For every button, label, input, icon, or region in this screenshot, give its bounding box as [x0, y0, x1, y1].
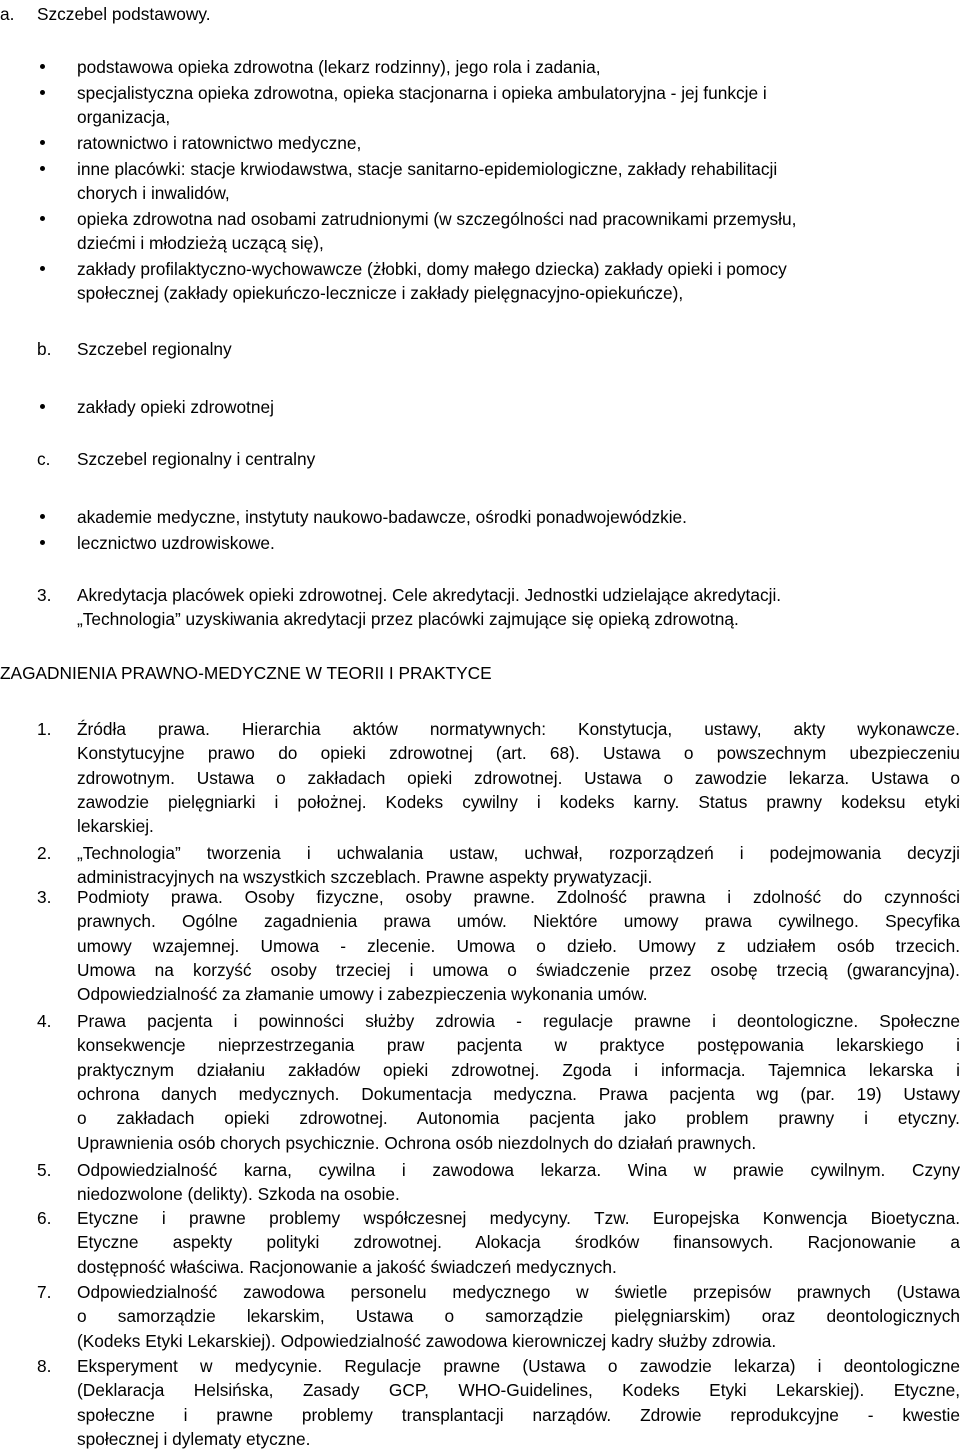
item-line: o samorządzie lekarskim, Ustawa o samorządzie pielęgniarskim) oraz deontologicznych [77, 1306, 960, 1327]
bullet-icon [40, 140, 45, 145]
item-number: 8. [37, 1356, 52, 1376]
item-line: Odpowiedzialność zawodowa personelu medycznego w świetle przepisów prawnych (Ustawa [77, 1282, 960, 1302]
section-b-marker: b. [37, 339, 52, 359]
item-line: Uprawnienia osób chorych psychicznie. Ochrona osób niezdolnych do działań prawnych. [77, 1132, 757, 1153]
item-line: Etyczne aspekty polityki zdrowotnej. Alokacja środków finansowych. Racjonowanie a [77, 1232, 960, 1253]
item-number: 3. [37, 887, 52, 907]
section-b-heading: Szczebel regionalny [77, 339, 232, 359]
item-line: Odpowiedzialność karna, cywilna i zawodowa lekarza. Wina w prawie cywilnym. Czyny [77, 1160, 960, 1180]
list-item: zakłady opieki zdrowotnej [77, 397, 274, 417]
item-line: zdrowotnym. Ustawa o zakładach opieki zdrowotnej. Ustawa o zawodzie lekarza. Ustawa o [77, 767, 960, 788]
section-3-line: „Technologia” uzyskiwania akredytacji przez placówki zajmujące się opieką zdrowotną. [77, 609, 739, 629]
item-line: dostępność właściwa. Racjonowanie a jakość świadczeń medycznych. [77, 1256, 617, 1277]
item-line: (Deklaracja Helsińska, Zasady GCP, WHO-Guidelines, Kodeks Etyki Lekarskiej). Etyczne, [77, 1380, 960, 1401]
item-line: Źródła prawa. Hierarchia aktów normatywnych: Konstytucja, ustawy, akty wykonawcze. [77, 719, 960, 739]
list-item: specjalistyczna opieka zdrowotna, opieka stacjonarna i opieka ambulatoryjna - jej funkcje i [77, 83, 767, 103]
item-line: społecznej i dylematy etyczne. [77, 1428, 311, 1449]
bullet-icon [40, 540, 45, 545]
list-item-continuation: społecznej (zakłady opiekuńczo-lecznicze i zakłady pielęgnacyjno-opiekuńcze), [77, 283, 684, 303]
item-line: Odpowiedzialność za złamanie umowy i zabezpieczenia wykonania umów. [77, 984, 648, 1005]
item-line: ochrona danych medycznych. Dokumentacja medyczna. Prawa pacjenta wg (par. 19) Ustawy [77, 1083, 960, 1104]
item-line: społeczne i prawne problemy transplantacji narządów. Zdrowie reprodukcyjne - kwestie [77, 1404, 960, 1425]
bullet-icon [40, 514, 45, 519]
item-line: konsekwencje nieprzestrzegania praw pacjenta w praktyce postępowania lekarskiego i [77, 1035, 960, 1056]
section-3-marker: 3. [37, 585, 52, 605]
item-line: o zakładach opieki zdrowotnej. Autonomia pacjenta jako problem prawny i etyczny. [77, 1108, 960, 1129]
item-line: zawodzie pielęgniarki i położnej. Kodeks cywilny i kodeks karny. Status prawny kodeksu etyki [77, 791, 960, 812]
list-item: inne placówki: stacje krwiodawstwa, stacje sanitarno-epidemiologiczne, zakłady rehabilitacji [77, 159, 778, 179]
item-line: Prawa pacjenta i powinności służby zdrowia - regulacje prawne i deontologiczne. Społeczne [77, 1011, 960, 1031]
item-line: Konstytucyjne prawo do opieki zdrowotnej (art. 68). Ustawa o powszechnym ubezpieczeniu [77, 743, 960, 764]
main-heading: ZAGADNIENIA PRAWNO-MEDYCZNE W TEORII I PRAKTYCE [0, 663, 492, 683]
item-line: „Technologia” tworzenia i uchwalania ustaw, uchwał, rozporządzeń i podejmowania decyzji [77, 843, 960, 863]
item-number: 2. [37, 843, 52, 863]
list-item-continuation: chorych i inwalidów, [77, 183, 230, 203]
item-line: Podmioty prawa. Osoby fizyczne, osoby prawne. Zdolność prawna i zdolność do czynności [77, 887, 960, 907]
item-line: umowy wzajemnej. Umowa - zlecenie. Umowa o dzieło. Umowy z udziałem osób trzecich. [77, 935, 960, 956]
item-line: Eksperyment w medycynie. Regulacje prawne (Ustawa o zawodzie lekarza) i deontologiczne [77, 1356, 960, 1376]
bullet-icon [40, 90, 45, 95]
item-number: 4. [37, 1011, 52, 1031]
list-item: zakłady profilaktyczno-wychowawcze (żłobki, domy małego dziecka) zakłady opieki i pomocy [77, 259, 787, 279]
item-line: Umowa na korzyść osoby trzeciej i umowa o świadczenie przez osobę trzecią (gwarancyjna). [77, 959, 960, 980]
section-3-line: Akredytacja placówek opieki zdrowotnej. Cele akredytacji. Jednostki udzielające akredytacji. [77, 585, 782, 605]
item-line: niedozwolone (delikty). Szkoda na osobie. [77, 1184, 400, 1205]
section-a-marker: a. [0, 4, 15, 24]
item-number: 7. [37, 1282, 52, 1302]
bullet-icon [40, 64, 45, 69]
section-c-heading: Szczebel regionalny i centralny [77, 449, 316, 469]
bullet-icon [40, 166, 45, 171]
item-number: 5. [37, 1160, 52, 1180]
item-line: prawnych. Ogólne zagadnienia prawa umów. Niektóre umowy prawa cywilnego. Specyfika [77, 911, 960, 932]
list-item: opieka zdrowotna nad osobami zatrudnionymi (w szczególności nad pracownikami przemysłu, [77, 209, 797, 229]
bullet-icon [40, 266, 45, 271]
item-line: Etyczne i prawne problemy współczesnej medycyny. Tzw. Europejska Konwencja Bioetyczna. [77, 1208, 960, 1228]
item-line: administracyjnych na wszystkich szczeblach. Prawne aspekty prywatyzacji. [77, 867, 653, 888]
bullet-icon [40, 404, 45, 409]
list-item: lecznictwo uzdrowiskowe. [77, 533, 275, 553]
bullet-icon [40, 216, 45, 221]
section-c-marker: c. [37, 449, 51, 469]
item-line: praktycznym działaniu zakładów opieki zdrowotnej. Zgoda i informacja. Tajemnica lekarska i [77, 1059, 960, 1080]
list-item: podstawowa opieka zdrowotna (lekarz rodzinny), jego rola i zadania, [77, 57, 601, 77]
item-number: 1. [37, 719, 52, 739]
list-item: ratownictwo i ratownictwo medyczne, [77, 133, 362, 153]
item-number: 6. [37, 1208, 52, 1228]
list-item: akademie medyczne, instytuty naukowo-badawcze, ośrodki ponadwojewódzkie. [77, 507, 687, 527]
section-a-heading: Szczebel podstawowy. [37, 4, 211, 24]
list-item-continuation: organizacja, [77, 107, 171, 127]
item-line: lekarskiej. [77, 816, 154, 837]
item-line: (Kodeks Etyki Lekarskiej). Odpowiedzialność zawodowa kierowniczej kadry służby zdrowia. [77, 1330, 777, 1351]
list-item-continuation: dziećmi i młodzieżą uczącą się), [77, 233, 324, 253]
